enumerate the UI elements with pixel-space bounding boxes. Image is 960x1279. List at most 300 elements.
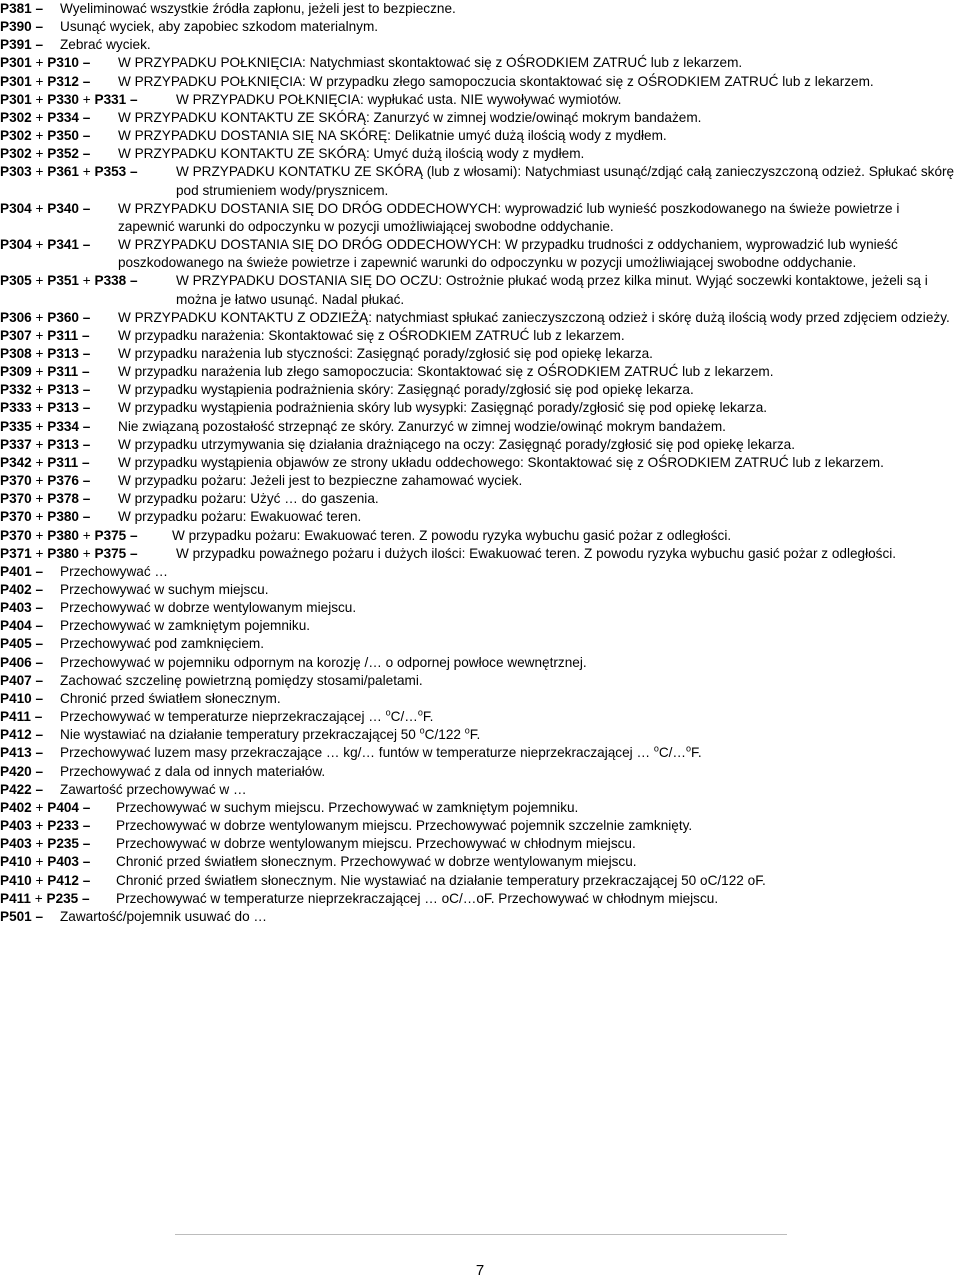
statement-text-main: W przypadku wystąpienia objawów ze strony układu oddechowego: Skontaktować się z OŚRODKIEM ZATRUĆ lub z lekarzem. xyxy=(118,454,884,470)
code-dash: – xyxy=(82,854,91,870)
code-part: P370 xyxy=(0,527,32,543)
statement-text-main: Przechowywać w temperaturze nieprzekraczającej … xyxy=(60,709,386,725)
statement-entry xyxy=(0,508,958,526)
statement-text-main: Przechowywać w dobrze wentylowanym miejscu. xyxy=(60,600,357,616)
code-part: P420 xyxy=(0,763,32,779)
code-dash: – xyxy=(35,636,44,652)
statement-text-part: F. xyxy=(422,709,434,725)
code-dash: – xyxy=(82,382,91,398)
statement-text xyxy=(60,763,958,781)
statement-text-main: W PRZYPADKU POŁKNIĘCIA: Natychmiast skontaktować się z OŚRODKIEM ZATRUĆ lub z lekarzem. xyxy=(118,55,743,71)
statement-code: P301 + P330 + P331 – xyxy=(0,91,138,107)
code-dash: – xyxy=(82,200,91,216)
code-dash: – xyxy=(35,908,44,924)
statement-text-main: W PRZYPADKU KONTAKTU Z ODZIEŻĄ: natychmiast spłukać zanieczyszczoną odzież i skórę dużą ilością wody przed zdjęciem odzieży. xyxy=(118,309,950,325)
statement-text xyxy=(60,744,958,762)
statement-code: P411 + P235 – xyxy=(0,890,90,906)
statement-text xyxy=(118,345,958,363)
statement-entry xyxy=(0,527,958,545)
statement-text-main: W PRZYPADKU DOSTANIA SIĘ NA SKÓRĘ: Delikatnie umyć dużą ilością wody z mydłem. xyxy=(118,128,667,144)
statement-text-main: Chronić przed światłem słonecznym. Nie wystawiać na działanie temperatury przekraczającej 50 oC/122 oF. xyxy=(116,872,766,888)
code-part: P338 xyxy=(94,273,127,289)
degree-mark: o xyxy=(417,707,423,718)
statement-text xyxy=(118,363,958,381)
statement-text-main: Zachować szczelinę powietrzną pomiędzy stosami/paletami. xyxy=(60,672,423,688)
code-part: P406 xyxy=(0,654,32,670)
statement-text-main: W PRZYPADKU POŁKNIĘCIA: wypłukać usta. NIE wywoływać wymiotów. xyxy=(176,91,622,107)
code-dash: – xyxy=(35,618,44,634)
code-dash: – xyxy=(82,491,91,507)
statement-text xyxy=(60,18,958,36)
statement-text xyxy=(118,309,958,327)
code-part: P370 xyxy=(0,509,32,525)
statement-text-main: W przypadku wystąpienia podrażnienia skóry lub wysypki: Zasięgnąć porady/zgłosić się pod opiekę lekarza. xyxy=(118,400,768,416)
statement-text xyxy=(60,0,958,18)
code-dash: – xyxy=(82,55,91,71)
statement-code xyxy=(0,18,60,36)
code-part: P331 xyxy=(94,91,127,107)
code-part: P370 xyxy=(0,491,32,507)
statement-text-main: W przypadku narażenia: Skontaktować się z OŚRODKIEM ZATRUĆ lub z lekarzem. xyxy=(118,327,625,343)
code-part: P302 xyxy=(0,146,32,162)
statement-text-main: Przechowywać w suchym miejscu. xyxy=(60,582,269,597)
statement-entry xyxy=(0,18,958,36)
code-dash: – xyxy=(82,400,91,416)
statement-text-main: W przypadku utrzymywania się działania drażniącego na oczy: Zasięgnąć porady/zgłosić się pod opiekę lekarza. xyxy=(118,436,796,452)
statement-entry xyxy=(0,708,958,726)
code-dash: – xyxy=(82,836,91,852)
code-part: P404 xyxy=(0,618,32,634)
statement-text-main: Przechowywać w dobrze wentylowanym miejscu. Przechowywać pojemnik szczelnie zamknięty. xyxy=(116,818,693,834)
code-dash: – xyxy=(82,327,90,343)
code-part: P352 xyxy=(47,146,79,162)
statement-entry xyxy=(0,599,958,617)
statement-text-main: Przechowywać w dobrze wentylowanym miejscu. Przechowywać w chłodnym miejscu. xyxy=(116,836,636,852)
statement-entry xyxy=(0,418,958,436)
statement-text xyxy=(116,872,958,890)
code-part: P307 xyxy=(0,327,32,343)
statement-text-main: Przechowywać w pojemniku odpornym na korozję /… o odpornej powłoce wewnętrznej. xyxy=(60,654,587,670)
statement-text-main: Przechowywać w temperaturze nieprzekraczającej … oC/…oF. Przechowywać w chłodnym miejscu. xyxy=(116,890,719,906)
code-part: P313 xyxy=(47,436,79,452)
code-part: P380 xyxy=(47,509,79,525)
code-part: P313 xyxy=(47,382,79,398)
statement-text xyxy=(118,436,958,454)
code-part: P305 xyxy=(0,273,32,289)
code-part: P404 xyxy=(47,799,79,815)
statement-code: P370 + P378 – xyxy=(0,491,91,507)
statement-text-main: W przypadku pożaru: Jeżeli jest to bezpieczne zahamować wyciek. xyxy=(118,473,523,489)
code-dash: – xyxy=(82,364,90,380)
code-part: P407 xyxy=(0,672,32,688)
code-part: P412 xyxy=(0,727,32,743)
code-part: P376 xyxy=(47,473,79,489)
statement-entry xyxy=(0,345,958,363)
statement-code: P301 + P310 – xyxy=(0,55,91,71)
statement-text xyxy=(60,908,958,926)
statement-text xyxy=(118,127,958,145)
statement-code: P403 + P235 – xyxy=(0,836,91,852)
statement-code: P308 + P313 – xyxy=(0,345,91,361)
statement-entry xyxy=(0,563,958,581)
statement-text xyxy=(60,599,958,617)
statement-text-main: Wyeliminować wszystkie źródła zapłonu, jeżeli jest to bezpieczne. xyxy=(60,1,456,16)
code-part: P360 xyxy=(47,309,79,325)
code-dash: – xyxy=(35,37,44,53)
statement-code: P332 + P313 – xyxy=(0,382,91,398)
statement-code: P307 + P311 – xyxy=(0,327,90,343)
statement-entry xyxy=(0,236,958,272)
statement-text-main: W przypadku wystąpienia podrażnienia skóry: Zasięgnąć porady/zgłosić się pod opiekę lekarza. xyxy=(118,382,694,398)
code-part: P350 xyxy=(47,128,79,144)
statement-text xyxy=(118,54,958,72)
code-part: P411 xyxy=(0,890,31,906)
statement-text xyxy=(118,73,958,91)
statement-code: P302 + P334 – xyxy=(0,109,91,125)
code-dash: – xyxy=(35,763,44,779)
code-part: P361 xyxy=(47,164,79,180)
statement-code: P303 + P361 + P353 – xyxy=(0,164,138,180)
code-part: P342 xyxy=(0,454,32,470)
statement-text-main: W PRZYPADKU DOSTANIA SIĘ DO DRÓG ODDECHOWYCH: wyprowadzić lub wynieść poszkodowanego na świeże powietrze i zapewnić warunki do odpoczynku w pozycji umożliwiającej swobodne oddychanie. xyxy=(118,200,900,234)
statement-text-main: Przechowywać w suchym miejscu. Przechowywać w zamkniętym pojemniku. xyxy=(116,799,579,815)
code-dash: – xyxy=(34,709,43,725)
statement-text xyxy=(60,672,958,690)
statement-entry xyxy=(0,454,958,472)
statement-code: P302 + P352 – xyxy=(0,146,91,162)
code-dash: – xyxy=(82,109,91,125)
code-part: P401 xyxy=(0,563,32,579)
statement-text xyxy=(60,654,958,672)
statement-text-main: Zawartość przechowywać w … xyxy=(60,781,247,797)
statement-entry xyxy=(0,799,958,817)
statement-entry xyxy=(0,200,958,236)
statement-entry xyxy=(0,145,958,163)
statement-text-part: F. xyxy=(469,727,481,743)
statement-text xyxy=(176,91,958,109)
statement-text xyxy=(118,236,958,272)
statement-text xyxy=(118,200,958,236)
statement-entry xyxy=(0,36,958,54)
statement-text xyxy=(118,454,958,472)
statement-code: P370 + P376 – xyxy=(0,473,91,489)
code-part: P378 xyxy=(47,491,79,507)
statement-text xyxy=(118,399,958,417)
code-part: P402 xyxy=(0,799,32,815)
statement-text-part: C/… xyxy=(390,709,418,725)
code-dash: – xyxy=(35,563,44,579)
statement-entry xyxy=(0,381,958,399)
code-part: P412 xyxy=(47,872,79,888)
statement-entry xyxy=(0,399,958,417)
code-dash: – xyxy=(35,582,44,597)
statement-code xyxy=(0,654,60,672)
statement-entry xyxy=(0,363,958,381)
statement-text xyxy=(60,690,958,708)
statement-entry xyxy=(0,817,958,835)
code-dash: – xyxy=(82,309,91,325)
statement-entry xyxy=(0,872,958,890)
statement-text-part: C/122 xyxy=(424,727,465,743)
statement-text xyxy=(60,708,958,726)
code-part: P410 xyxy=(0,872,32,888)
statement-text xyxy=(116,890,958,908)
degree-mark: o xyxy=(653,743,659,754)
code-part: P340 xyxy=(47,200,79,216)
statement-entry xyxy=(0,490,958,508)
statement-text-main: Usunąć wyciek, aby zapobiec szkodom materialnym. xyxy=(60,19,379,35)
statement-code: P309 + P311 – xyxy=(0,364,90,380)
statement-text xyxy=(116,835,958,853)
statement-text xyxy=(60,581,958,599)
statement-code xyxy=(0,36,60,54)
code-part: P235 xyxy=(47,836,79,852)
statement-code: P410 + P412 – xyxy=(0,872,91,888)
degree-mark: o xyxy=(464,725,470,736)
statement-text-main: Przechowywać pod zamknięciem. xyxy=(60,636,264,652)
statement-text xyxy=(176,272,958,308)
statement-text-main: W przypadku pożaru: Ewakuować teren. Z powodu ryzyka wybuchu gasić pożar z odległości. xyxy=(172,527,732,543)
code-dash: – xyxy=(35,781,44,797)
degree-mark: o xyxy=(686,743,692,754)
code-part: P332 xyxy=(0,382,32,398)
code-dash: – xyxy=(82,345,91,361)
statement-code: P370 + P380 – xyxy=(0,509,91,525)
code-part: P313 xyxy=(47,400,79,416)
code-part: P405 xyxy=(0,636,32,652)
statement-text-part: C/… xyxy=(658,745,687,761)
statement-text xyxy=(116,817,958,835)
statement-text-main: W PRZYPADKU DOSTANIA SIĘ DO DRÓG ODDECHOWYCH: W przypadku trudności z oddychaniem, wyprowadzić lub wynieść poszkodowanego na świeże powietrze i zapewnić warunki do odpoczynku w pozycji umożliwiającej swobodne oddychanie. xyxy=(118,237,898,271)
statement-code xyxy=(0,708,60,726)
code-part: P312 xyxy=(47,73,79,89)
statement-text xyxy=(118,418,958,436)
code-dash: – xyxy=(82,436,91,452)
statement-code xyxy=(0,617,60,635)
statement-text xyxy=(118,472,958,490)
statement-code: P301 + P312 – xyxy=(0,73,91,89)
statement-text-main: W przypadku narażenia lub złego samopoczucia: Skontaktować się z OŚRODKIEM ZATRUĆ lub z lekarzem. xyxy=(118,364,774,380)
code-dash: – xyxy=(82,454,90,470)
code-part: P410 xyxy=(0,854,32,870)
statement-entry xyxy=(0,635,958,653)
statement-code: P402 + P404 – xyxy=(0,799,91,815)
code-part: P304 xyxy=(0,200,32,216)
statement-text-main: Chronić przed światłem słonecznym. Przechowywać w dobrze wentylowanym miejscu. xyxy=(116,854,637,870)
code-dash: – xyxy=(82,509,91,525)
statement-code xyxy=(0,0,60,18)
statement-code: P306 + P360 – xyxy=(0,309,91,325)
statement-entry xyxy=(0,672,958,690)
statement-text-main: Przechowywać z dala od innych materiałów. xyxy=(60,763,326,779)
statement-text-main: W PRZYPADKU POŁKNIĘCIA: W przypadku złego samopoczucia skontaktować się z OŚRODKIEM ZATRUĆ lub z lekarzem. xyxy=(118,73,874,89)
code-part: P371 xyxy=(0,545,32,561)
code-dash: – xyxy=(82,473,91,489)
degree-mark: o xyxy=(385,707,391,718)
code-dash: – xyxy=(130,91,138,107)
statement-entry xyxy=(0,0,958,18)
statement-code: P370 + P380 + P375 – xyxy=(0,527,138,543)
statement-text-main: W przypadku pożaru: Ewakuować teren. xyxy=(118,509,362,525)
code-part: P334 xyxy=(47,109,79,125)
code-part: P333 xyxy=(0,400,32,416)
code-part: P353 xyxy=(94,164,127,180)
statement-entry xyxy=(0,781,958,799)
code-part: P391 xyxy=(0,37,32,53)
code-part: P302 xyxy=(0,128,32,144)
statement-entry xyxy=(0,327,958,345)
statement-code: P403 + P233 – xyxy=(0,818,91,834)
statement-text xyxy=(118,145,958,163)
statement-code: P305 + P351 + P338 – xyxy=(0,273,138,289)
statement-entry xyxy=(0,109,958,127)
code-dash: – xyxy=(82,73,91,89)
degree-mark: o xyxy=(419,725,425,736)
code-dash: – xyxy=(82,890,90,906)
statement-text xyxy=(172,527,958,545)
statement-text-main: W przypadku poważnego pożaru i dużych ilości: Ewakuować teren. Z powodu ryzyka wybuchu gasić pożar z odległości. xyxy=(176,545,897,561)
statement-entry xyxy=(0,835,958,853)
statement-text xyxy=(60,635,958,653)
statement-text xyxy=(116,853,958,871)
statement-text-main: Chronić przed światłem słonecznym. xyxy=(60,690,281,706)
statement-code: P337 + P313 – xyxy=(0,436,91,452)
code-dash: – xyxy=(82,872,91,888)
footer-rule xyxy=(175,1234,787,1235)
statement-text-main: Przechowywać … xyxy=(60,563,169,579)
code-dash: – xyxy=(130,545,138,561)
statement-text-main: W przypadku narażenia lub styczności: Zasięgnąć porady/zgłosić się pod opiekę lekarza. xyxy=(118,345,653,361)
code-part: P301 xyxy=(0,55,32,71)
statement-entry xyxy=(0,908,958,926)
code-part: P413 xyxy=(0,745,32,761)
code-part: P301 xyxy=(0,91,32,107)
statement-entry xyxy=(0,853,958,871)
statement-code xyxy=(0,763,60,781)
code-part: P330 xyxy=(47,91,79,107)
statement-code xyxy=(0,726,60,744)
statement-entry xyxy=(0,309,958,327)
page-number: 7 xyxy=(475,1262,485,1279)
statement-code xyxy=(0,744,60,762)
code-dash: – xyxy=(82,128,91,144)
statement-code xyxy=(0,690,60,708)
code-dash: – xyxy=(35,690,44,706)
code-part: P370 xyxy=(0,473,32,489)
code-dash: – xyxy=(82,146,91,162)
statement-entry xyxy=(0,726,958,744)
statement-entry xyxy=(0,545,958,563)
statement-text xyxy=(116,799,958,817)
statement-text-main: Przechowywać luzem masy przekraczające … kg/… funtów w temperaturze nieprzekraczającej … xyxy=(60,745,654,761)
statement-text xyxy=(118,109,958,127)
statement-text-main: Zebrać wyciek. xyxy=(60,37,151,53)
code-dash: – xyxy=(35,672,44,688)
statement-text xyxy=(60,563,958,581)
statement-code: P304 + P340 – xyxy=(0,200,91,216)
statement-code xyxy=(0,908,60,926)
statement-text xyxy=(60,36,958,54)
code-part: P501 xyxy=(0,908,32,924)
statement-entry xyxy=(0,472,958,490)
code-part: P375 xyxy=(94,527,127,543)
statement-code xyxy=(0,563,60,581)
code-dash: – xyxy=(35,1,44,16)
statement-entry xyxy=(0,654,958,672)
statement-text-main: Przechowywać w zamkniętym pojemniku. xyxy=(60,618,311,634)
statement-code: P371 + P380 + P375 – xyxy=(0,545,138,561)
code-dash: – xyxy=(130,273,138,289)
code-part: P390 xyxy=(0,19,32,35)
statement-entry xyxy=(0,163,958,199)
code-dash: – xyxy=(35,745,44,761)
statement-text xyxy=(60,617,958,635)
code-part: P303 xyxy=(0,164,32,180)
statement-entry xyxy=(0,73,958,91)
statement-text-main: W PRZYPADKU KONTAKTU ZE SKÓRĄ: Zanurzyć w zimnej wodzie/owinąć mokrym bandażem. xyxy=(118,109,702,125)
statement-text xyxy=(60,781,958,799)
statement-text xyxy=(176,545,958,563)
code-part: P422 xyxy=(0,781,32,797)
statement-text-main: W przypadku pożaru: Użyć … do gaszenia. xyxy=(118,491,379,507)
statement-text-main: Nie wystawiać na działanie temperatury przekraczającej 50 xyxy=(60,727,420,743)
code-part: P351 xyxy=(47,273,79,289)
statement-text xyxy=(60,726,958,744)
statement-code xyxy=(0,672,60,690)
statement-code: P410 + P403 – xyxy=(0,854,91,870)
statement-text xyxy=(118,508,958,526)
code-part: P334 xyxy=(47,418,79,434)
code-part: P309 xyxy=(0,364,32,380)
statement-text-main: W PRZYPADKU DOSTANIA SIĘ DO OCZU: Ostrożnie płukać wodą przez kilka minut. Wyjąć soczewki kontaktowe, jeżeli są i można je łatwo usunąć. Nadal płukać. xyxy=(176,273,928,307)
code-part: P311 xyxy=(47,364,79,380)
code-dash: – xyxy=(82,418,91,434)
statement-entry xyxy=(0,272,958,308)
code-part: P306 xyxy=(0,309,32,325)
statement-text xyxy=(176,163,958,199)
code-part: P301 xyxy=(0,73,32,89)
code-part: P235 xyxy=(46,890,79,906)
statement-text xyxy=(118,490,958,508)
code-dash: – xyxy=(130,527,138,543)
code-part: P233 xyxy=(47,818,79,834)
code-dash: – xyxy=(35,19,44,35)
code-part: P337 xyxy=(0,436,32,452)
code-dash: – xyxy=(82,799,91,815)
code-part: P380 xyxy=(47,545,79,561)
statement-code: P302 + P350 – xyxy=(0,128,91,144)
statement-entry xyxy=(0,54,958,72)
code-part: P381 xyxy=(0,1,32,16)
code-part: P310 xyxy=(47,55,79,71)
statement-text-main: W PRZYPADKU KONTAKTU ZE SKÓRĄ: Umyć dużą ilością wody z mydłem. xyxy=(118,146,585,162)
statement-code: P333 + P313 – xyxy=(0,400,91,416)
code-part: P308 xyxy=(0,345,32,361)
statement-entry xyxy=(0,890,958,908)
code-part: P302 xyxy=(0,109,32,125)
statement-entry xyxy=(0,744,958,762)
code-part: P380 xyxy=(47,527,79,543)
statement-code: P342 + P311 – xyxy=(0,454,90,470)
code-dash: – xyxy=(130,164,138,180)
statement-entry xyxy=(0,436,958,454)
statement-text-part: F. xyxy=(691,745,702,761)
code-part: P375 xyxy=(94,545,127,561)
code-part: P313 xyxy=(47,345,79,361)
code-part: P341 xyxy=(47,237,79,253)
statement-entry xyxy=(0,127,958,145)
statement-entry xyxy=(0,91,958,109)
